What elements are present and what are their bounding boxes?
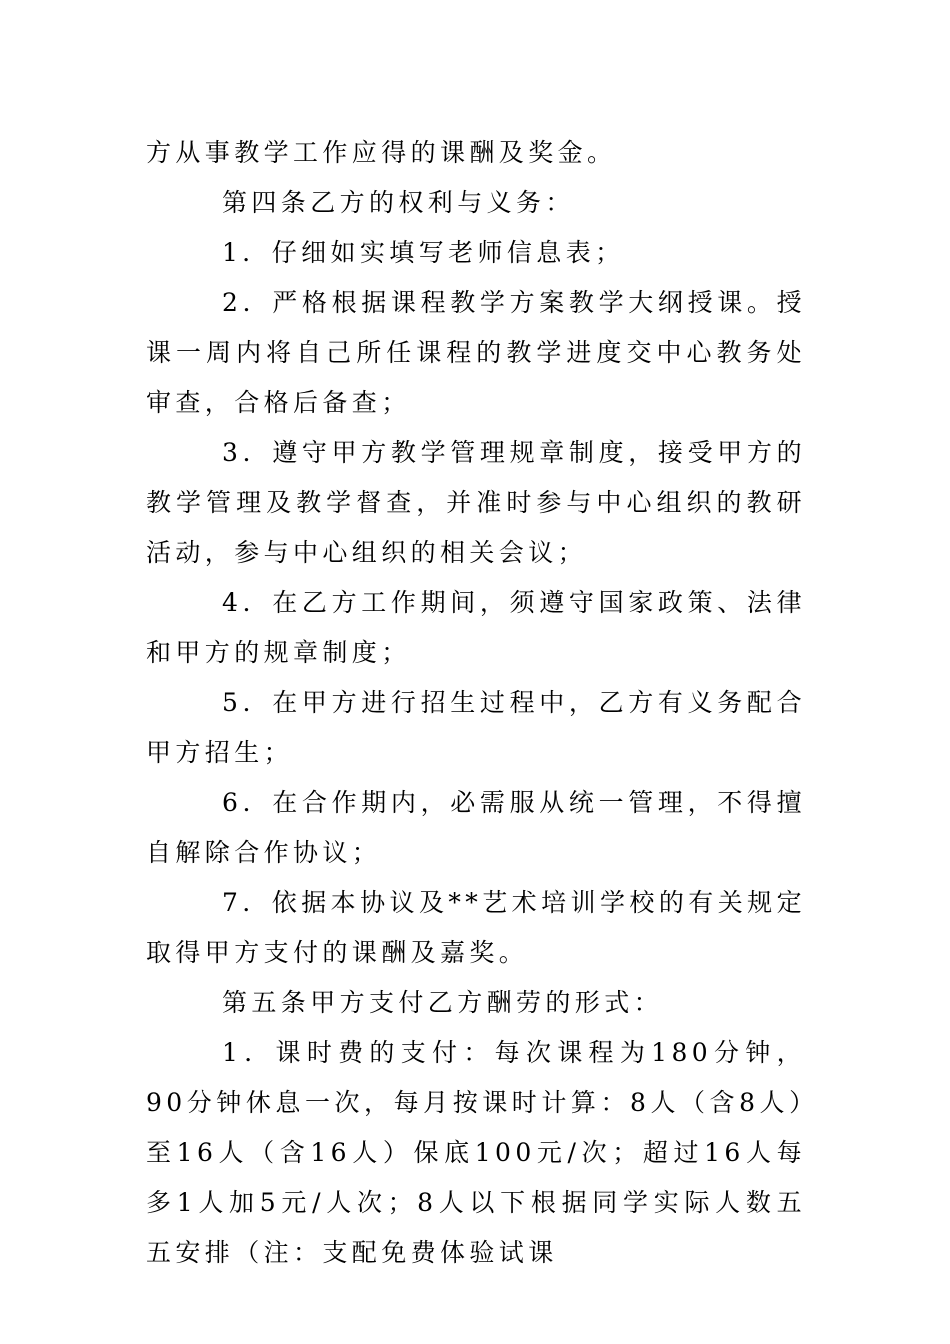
document-body [146,128,806,1278]
paragraph-salary-continuation: 方从事教学工作应得的课酬及奖金。 [146,138,617,167]
article-four-item-2: 2．严格根据课程教学方案教学大纲授课。授课一周内将自己所任课程的教学进度交中心教务处审查，合格后备查； [146,288,806,417]
article-five-heading: 第五条甲方支付乙方酬劳的形式： [222,988,664,1017]
article-four-item-3: 3．遵守甲方教学管理规章制度，接受甲方的教学管理及教学督查，并准时参与中心组织的教研活动，参与中心组织的相关会议； [146,438,806,567]
article-four-item-6: 6．在合作期内，必需服从统一管理，不得擅自解除合作协议； [146,788,806,867]
article-four-item-1: 1．仔细如实填写老师信息表； [222,238,625,267]
article-four-item-4: 4．在乙方工作期间，须遵守国家政策、法律和甲方的规章制度； [146,588,806,667]
article-four-item-7: 7．依据本协议及**艺术培训学校的有关规定取得甲方支付的课酬及嘉奖。 [146,888,806,967]
article-five-item-1: 1．课时费的支付：每次课程为180分钟，90分钟休息一次，每月按课时计算：8人（含8人）至16人（含16人）保底100元/次；超过16人每多1人加5元/人次；8人以下根据同学实际人数五五安排（注：支配免费体验试课 [146,1038,806,1267]
article-four-heading: 第四条乙方的权利与义务： [222,188,575,217]
article-four-item-5: 5．在甲方进行招生过程中，乙方有义务配合甲方招生； [146,688,806,767]
